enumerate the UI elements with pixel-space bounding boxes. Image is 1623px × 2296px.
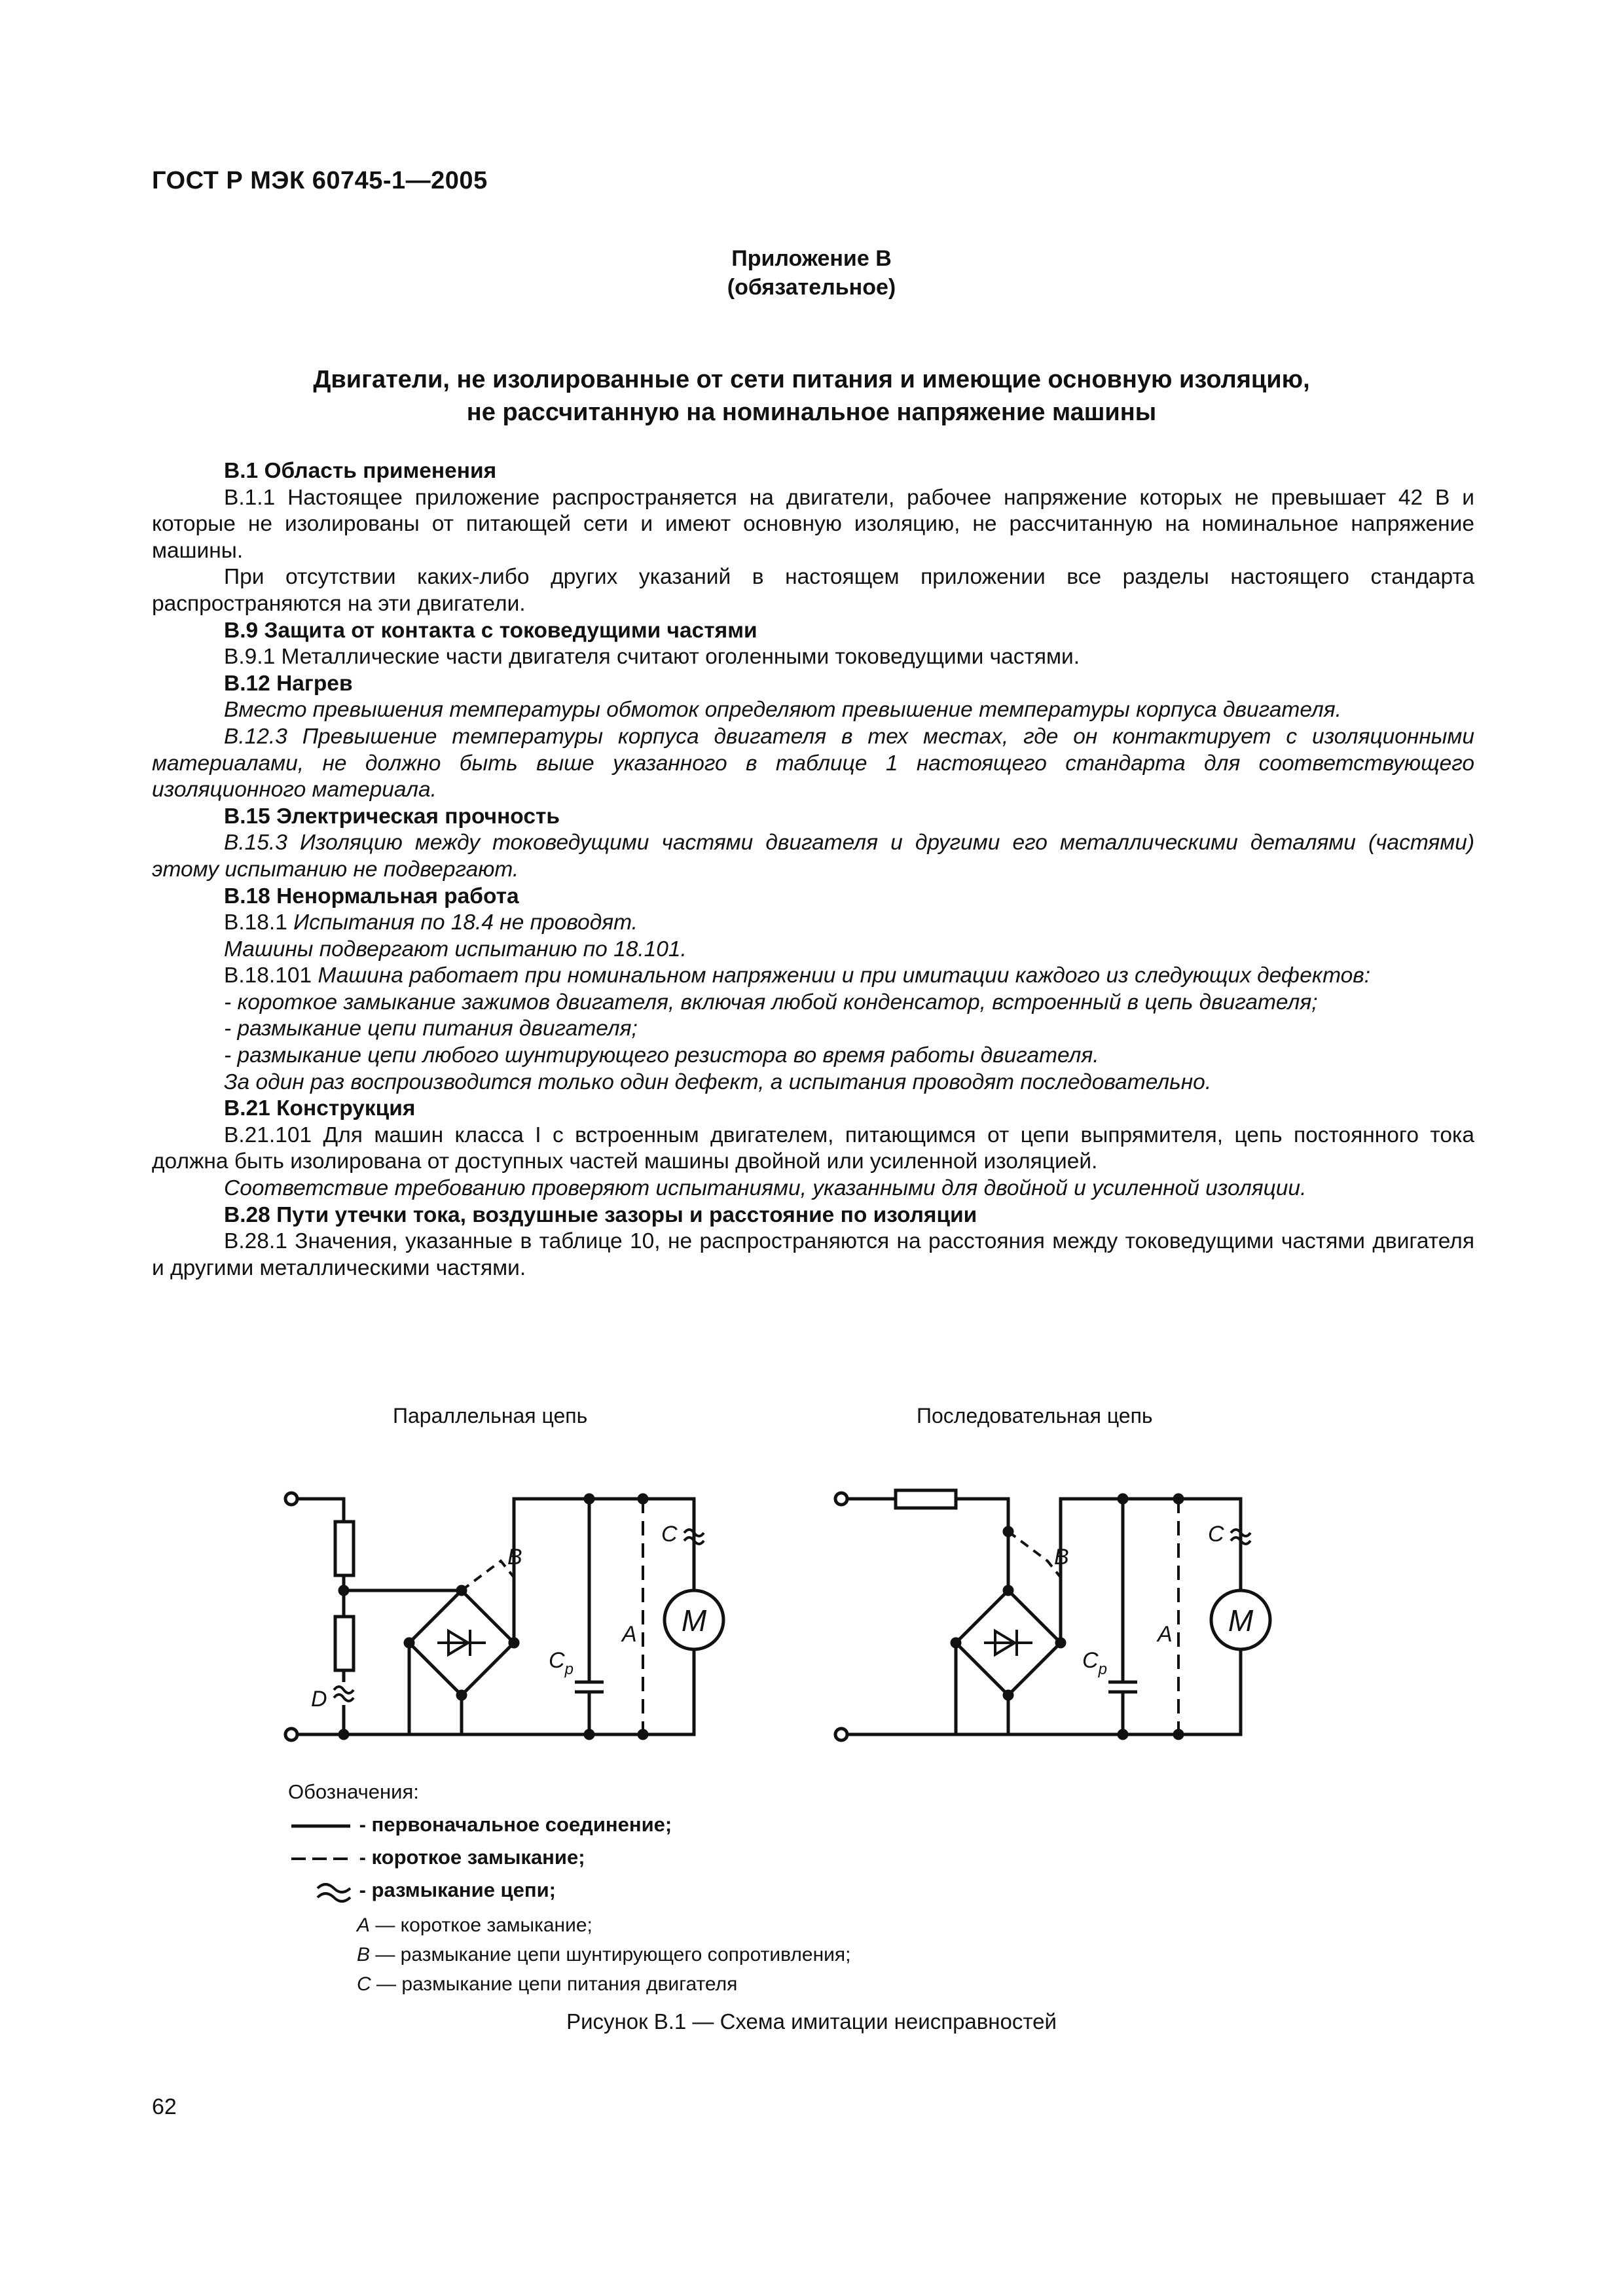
input-terminal-bottom [835, 1729, 847, 1740]
appendix-title [0, 363, 1623, 429]
paragraph: B.28.1 Значения, указанные в таблице 10, не распространяются на расстояния между токоведущими частями двигателя и другими металлическими частями. [152, 1229, 1474, 1280]
appendix-status: (обязательное) [727, 275, 896, 300]
clause-text: Испытания по 18.4 не проводят. [293, 910, 638, 935]
label-d: D [311, 1687, 327, 1712]
paragraph: Вместо превышения температуры обмоток определяют превышение температуры корпуса двигателя. [224, 698, 1341, 723]
motor-label: M [1228, 1604, 1254, 1638]
wire [297, 1499, 344, 1522]
section-heading: B.1 Область применения [224, 459, 497, 483]
junction-dot [340, 1731, 348, 1738]
label-cp: $C_p$ [1082, 1648, 1107, 1678]
clause-number: B.18.101 [224, 963, 312, 988]
label-b: B [1054, 1545, 1069, 1570]
legend-item: - первоначальное соединение; [288, 1813, 672, 1837]
section-heading: B.21 Конструкция [224, 1096, 416, 1121]
junction-dot [340, 1587, 348, 1594]
appendix-name: Приложение B [731, 246, 892, 271]
section-heading: B.15 Электрическая прочность [224, 804, 560, 829]
body-text [152, 458, 1474, 1282]
paragraph: За один раз воспроизводится только один дефект, а испытания проводят последовательно. [224, 1069, 1212, 1094]
paragraph: B.15.3 Изоляцию между токоведущими частями двигателя и другими его металлическими деталями (частями) этому испытанию не подвергают. [152, 831, 1474, 882]
figure-caption: Рисунок B.1 — Схема имитации неисправностей [566, 2009, 1057, 2034]
series-circuit-caption: Последовательная цепь [917, 1404, 1153, 1427]
paragraph: B.9.1 Металлические части двигателя считают оголенными токоведущими частями. [224, 645, 1080, 670]
short-circuit-B [462, 1561, 514, 1590]
clause-number: B.18.1 [224, 910, 287, 935]
short-circuit-B [1008, 1532, 1061, 1577]
legend-key-c: C — размыкание цепи питания двигателя [357, 1973, 738, 1995]
diode-icon [437, 1630, 486, 1656]
dc-bus-wire [956, 1499, 1241, 1734]
open-circuit-icon [314, 1880, 354, 1903]
paragraph: Соответствие требованию проверяют испытаниями, указанными для двойной и усиленной изоляции. [224, 1176, 1307, 1201]
label-a: A [1158, 1622, 1173, 1647]
page-number: 62 [152, 2094, 177, 2119]
section-heading: B.28 Пути утечки тока, воздушные зазоры и расстояние по изоляции [224, 1202, 977, 1227]
section-heading: B.12 Нагрев [224, 671, 353, 696]
standard-header: ГОСТ Р МЭК 60745-1—2005 [152, 167, 488, 194]
title-line-1: Двигатели, не изолированные от сети питания и имеющие основную изоляцию, [313, 366, 1310, 393]
list-item: - короткое замыкание зажимов двигателя, включая любой конденсатор, встроенный в цепь двигателя; [224, 990, 1318, 1014]
input-terminal-top [285, 1493, 297, 1505]
label-cp: $C_p$ [549, 1648, 574, 1678]
parallel-circuit [285, 1493, 723, 1740]
series-resistor [896, 1490, 956, 1508]
label-c: C [661, 1522, 678, 1547]
parallel-circuit-caption: Параллельная цепь [393, 1404, 588, 1427]
solid-line-icon [288, 1816, 354, 1836]
wire [956, 1499, 1008, 1590]
shunt-resistor [335, 1617, 354, 1670]
legend-item: - короткое замыкание; [288, 1846, 585, 1869]
legend-key-b: B — размыкание цепи шунтирующего сопротивления; [357, 1944, 851, 1965]
dashed-line-icon [288, 1849, 354, 1869]
fault-simulation-diagram [262, 1460, 1309, 1767]
resistor-top [335, 1522, 354, 1575]
paragraph: B.1.1 Настоящее приложение распространяется на двигатели, рабочее напряжение которых не превышает 42 В и которые не изолированы от питающей сети и имеют основную изоляцию, не рассчитанную на номинальное напряжение машины. [152, 485, 1474, 563]
paragraph [152, 963, 1474, 990]
label-c: C [1208, 1522, 1224, 1547]
list-item: - размыкание цепи питания двигателя; [224, 1016, 638, 1041]
paragraph [152, 910, 1474, 937]
paragraph: При отсутствии каких-либо других указаний в настоящем приложении все разделы настоящего стандарта распространяются на эти двигатели. [152, 565, 1474, 616]
diode-icon [984, 1630, 1032, 1656]
list-item: - размыкание цепи любого шунтирующего резистора во время работы двигателя. [224, 1043, 1099, 1068]
legend-key-a: A — короткое замыкание; [357, 1914, 593, 1936]
input-terminal-top [835, 1493, 847, 1505]
section-heading: B.18 Ненормальная работа [224, 884, 519, 908]
open-circuit-D-icon [334, 1687, 354, 1701]
series-circuit [835, 1490, 1270, 1740]
legend-title: Обозначения: [288, 1780, 419, 1803]
section-heading: B.9 Защита от контакта с токоведущими частями [224, 618, 757, 643]
capacitor-cp [1108, 1499, 1137, 1734]
label-b: B [507, 1545, 522, 1570]
input-terminal-bottom [285, 1729, 297, 1740]
paragraph: B.12.3 Превышение температуры корпуса двигателя в тех местах, где он контактирует с изоляционными материалами, не должно быть выше указанного в таблице 1 настоящего стандарта для соответствующего изоляционного материала. [152, 724, 1474, 802]
appendix-heading [0, 244, 1623, 302]
dc-bus-wire [409, 1499, 694, 1734]
clause-text: Машина работает при номинальном напряжении и при имитации каждого из следующих дефектов: [318, 963, 1371, 988]
legend-item: - размыкание цепи; [314, 1878, 556, 1903]
title-line-2: не рассчитанную на номинальное напряжение машины [466, 399, 1157, 426]
paragraph: Машины подвергают испытанию по 18.101. [224, 937, 687, 961]
capacitor-cp [575, 1499, 604, 1734]
label-a: A [622, 1622, 637, 1647]
motor-label: M [681, 1604, 707, 1638]
paragraph: B.21.101 Для машин класса I с встроенным двигателем, питающимся от цепи выпрямителя, цепь постоянного тока должна быть изолирована от доступных частей машины двойной или усиленной изоляцией. [152, 1122, 1474, 1174]
